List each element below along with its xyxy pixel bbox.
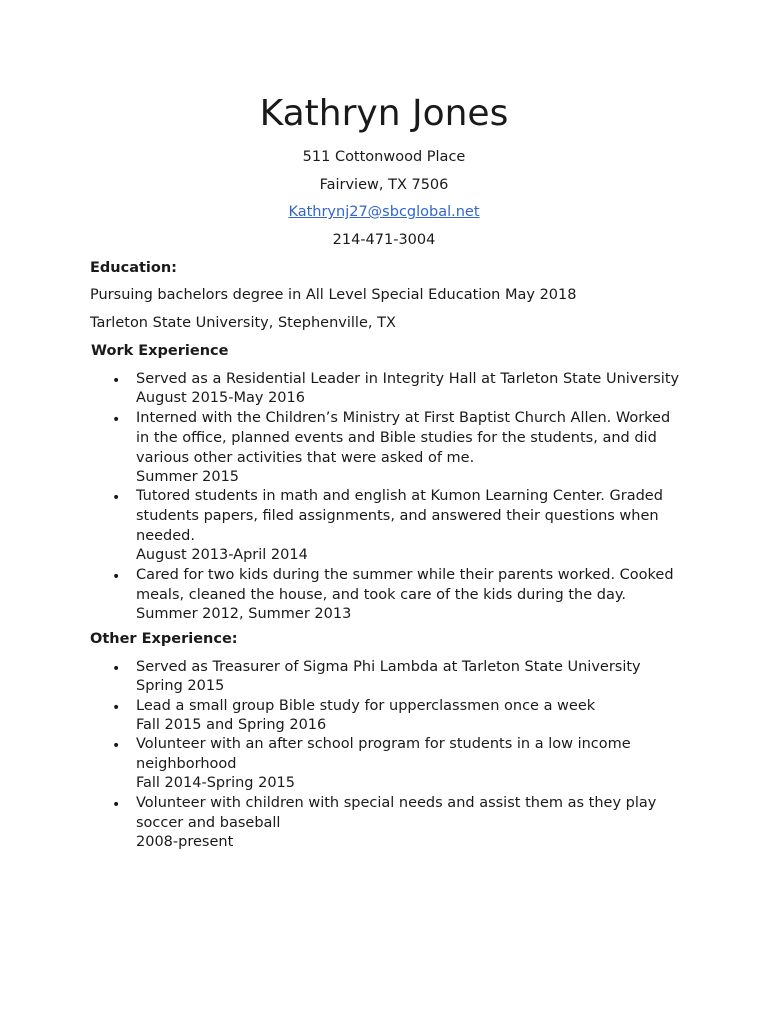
item-date: Spring 2015 bbox=[136, 678, 225, 694]
item-date: August 2015-May 2016 bbox=[136, 390, 305, 406]
list-item bbox=[90, 565, 678, 624]
list-item bbox=[90, 657, 678, 696]
item-description: Served as a Residential Leader in Integrity Hall at Tarleton State University bbox=[136, 371, 680, 387]
address-line-1: 511 Cottonwood Place bbox=[302, 149, 466, 165]
address-line-2: Fairview, TX 7506 bbox=[319, 176, 449, 193]
bullet-icon: • bbox=[112, 699, 121, 716]
item-date: 2008-present bbox=[136, 833, 234, 850]
item-date: August 2013-April 2014 bbox=[136, 547, 308, 563]
item-description: Tutored students in math and english at Kumon Learning Center. Graded students papers, filed assignments, and answered their questions when needed. bbox=[136, 488, 663, 544]
work-experience-heading: Work Experience bbox=[91, 343, 229, 359]
email-link[interactable]: Kathrynj27@sbcglobal.net bbox=[288, 204, 480, 220]
item-description: Interned with the Children’s Ministry at First Baptist Church Allen. Worked in the office, planned events and Bible studies for the students, and did various other activities that were asked of me. bbox=[136, 409, 671, 466]
bullet-icon: • bbox=[112, 796, 121, 813]
list-item bbox=[90, 793, 678, 852]
list-item bbox=[90, 734, 678, 793]
item-date: Summer 2012, Summer 2013 bbox=[136, 605, 352, 622]
work-experience-list bbox=[90, 369, 678, 623]
item-date: Fall 2014-Spring 2015 bbox=[136, 775, 295, 791]
item-description: Served as Treasurer of Sigma Phi Lambda at Tarleton State University bbox=[136, 659, 641, 675]
bullet-icon: • bbox=[112, 738, 121, 754]
bullet-icon: • bbox=[112, 373, 121, 389]
item-description: Lead a small group Bible study for upperclassmen once a week bbox=[136, 697, 596, 714]
item-date: Summer 2015 bbox=[136, 468, 240, 485]
other-experience-list bbox=[90, 657, 678, 851]
other-experience-heading: Other Experience: bbox=[90, 631, 238, 647]
bullet-icon: • bbox=[112, 490, 121, 506]
bullet-icon: • bbox=[112, 568, 121, 585]
list-item bbox=[90, 369, 678, 408]
education-degree: Pursuing bachelors degree in All Level Special Education May 2018 bbox=[90, 287, 577, 303]
list-item bbox=[90, 696, 678, 735]
list-item bbox=[90, 486, 678, 565]
resume-name: Kathryn Jones bbox=[259, 93, 509, 134]
item-date: Fall 2015 and Spring 2016 bbox=[136, 716, 327, 733]
list-item bbox=[90, 408, 678, 487]
education-school: Tarleton State University, Stephenville, TX bbox=[90, 314, 396, 331]
bullet-icon: • bbox=[112, 661, 121, 677]
phone-number: 214-471-3004 bbox=[332, 231, 436, 248]
item-description: Volunteer with an after school program for students in a low income neighborhood bbox=[136, 736, 631, 772]
bullet-icon: • bbox=[112, 411, 121, 428]
item-description: Volunteer with children with special needs and assist them as they play soccer and baseball bbox=[136, 794, 657, 831]
item-description: Cared for two kids during the summer while their parents worked. Cooked meals, cleaned the house, and took care of the kids during the day. bbox=[136, 566, 674, 603]
education-heading: Education: bbox=[90, 260, 177, 276]
